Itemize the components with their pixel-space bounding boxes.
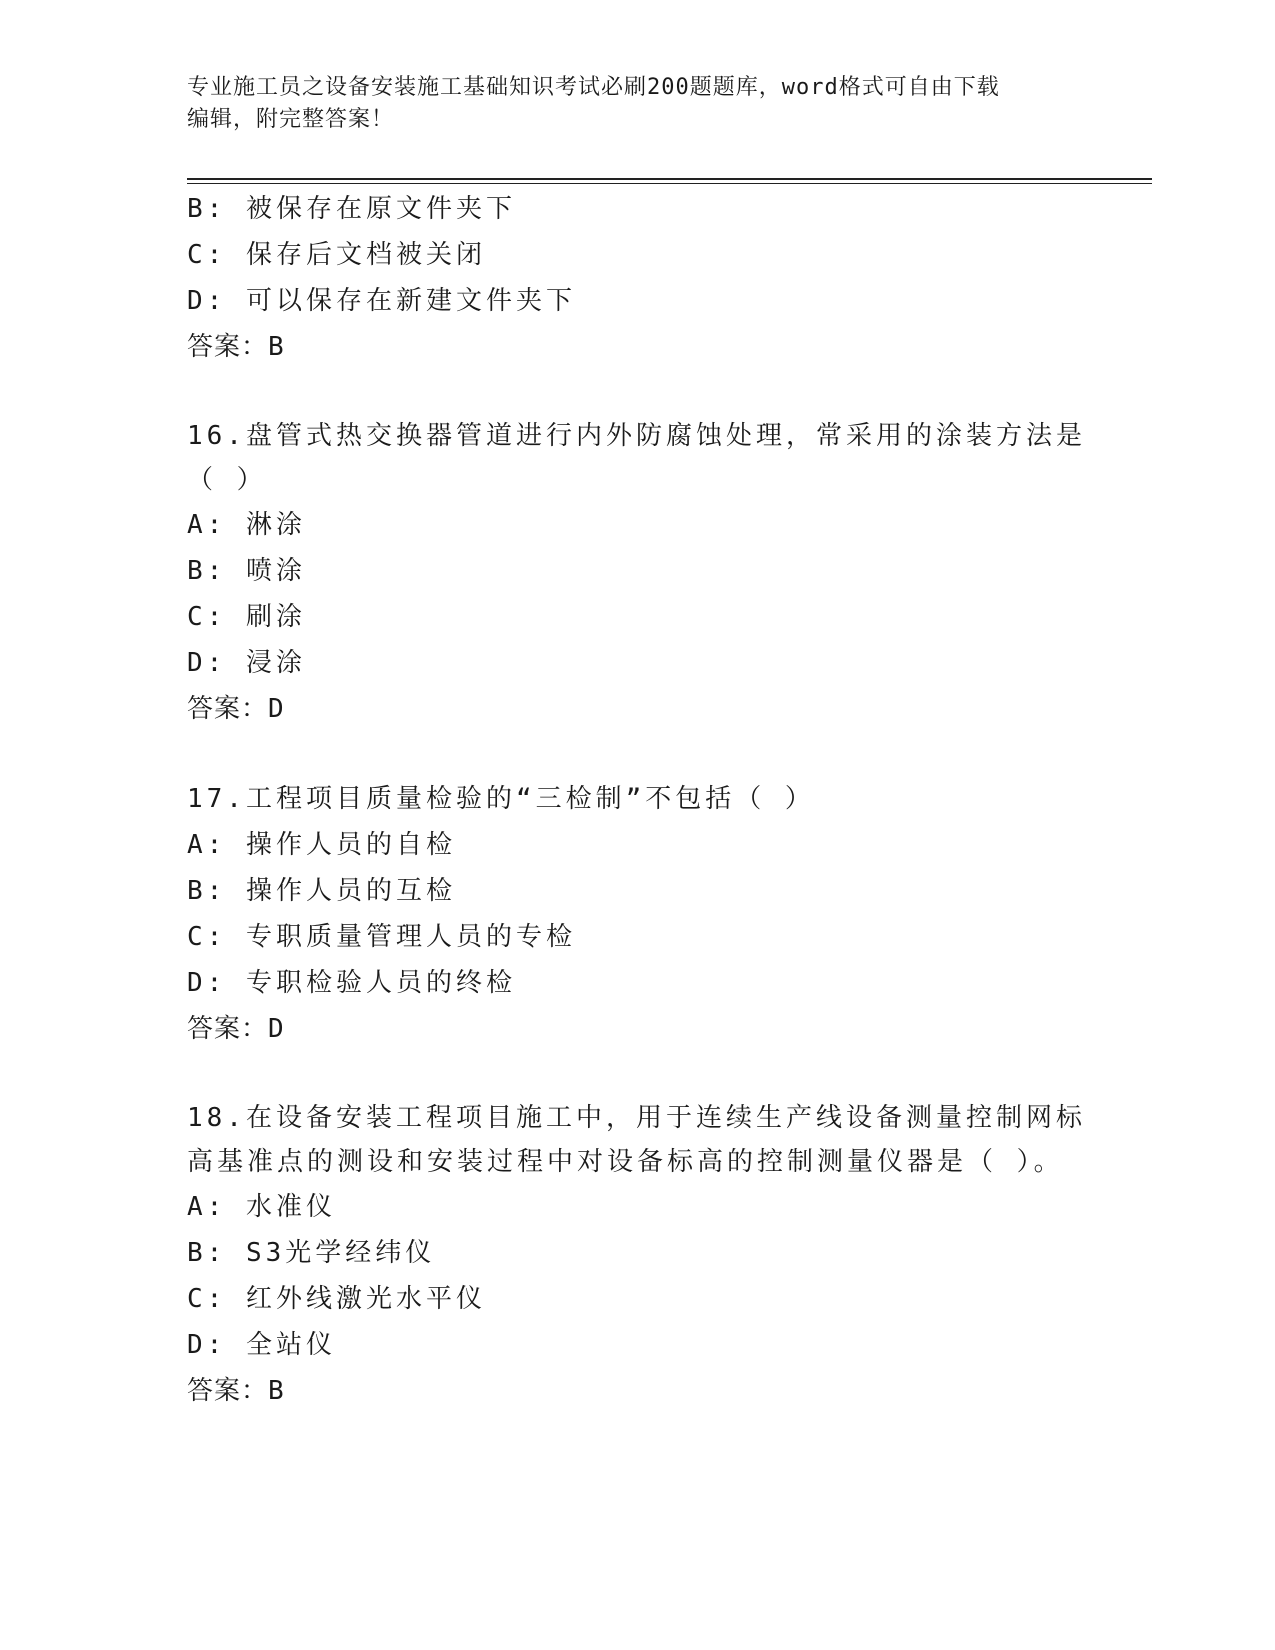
answer-line: 答案：B (187, 1376, 285, 1406)
answer-line: 答案：D (187, 694, 285, 724)
question-stem: 18.在设备安装工程项目施工中，用于连续生产线设备测量控制网标高基准点的测设和安装过程中对设备标高的控制测量仪器是（ ）。 (187, 1103, 1086, 1177)
header-title-line-1: 专业施工员之设备安装施工基础知识考试必刷200题题库，word格式可自由下载 (187, 75, 1000, 100)
option-d: D: 全站仪 (187, 1330, 336, 1360)
option-d: D: 专职检验人员的终检 (187, 968, 516, 998)
option-a: A: 水准仪 (187, 1192, 336, 1222)
question-block-16 (187, 414, 1087, 732)
spacer (187, 732, 1087, 776)
question-block-15 (187, 186, 1087, 370)
answer-line: 答案：B (187, 332, 285, 362)
option-b: B: 操作人员的互检 (187, 876, 456, 906)
option-a: A: 淋涂 (187, 510, 306, 540)
option-c: C: 红外线激光水平仪 (187, 1284, 486, 1314)
option-d: D: 可以保存在新建文件夹下 (187, 286, 576, 316)
option-b: B: 喷涂 (187, 556, 306, 586)
option-b: B: S3光学经纬仪 (187, 1238, 436, 1268)
option-d: D: 浸涂 (187, 648, 306, 678)
header-divider-thick (187, 178, 1152, 180)
header-title-line-2: 编辑，附完整答案！ (187, 107, 395, 132)
question-list (187, 186, 1087, 1414)
question-stem: 17.工程项目质量检验的“三检制”不包括（ ） (187, 784, 815, 814)
question-block-18 (187, 1096, 1087, 1414)
option-a: A: 操作人员的自检 (187, 830, 456, 860)
spacer (187, 1052, 1087, 1096)
option-c: C: 专职质量管理人员的专检 (187, 922, 576, 952)
question-stem: 16.盘管式热交换器管道进行内外防腐蚀处理，常采用的涂装方法是（ ） (187, 421, 1086, 495)
answer-line: 答案：D (187, 1014, 285, 1044)
option-c: C: 刷涂 (187, 602, 306, 632)
document-header (187, 72, 1087, 136)
option-c: C: 保存后文档被关闭 (187, 240, 486, 270)
header-divider-thin (187, 183, 1152, 184)
spacer (187, 370, 1087, 414)
option-b: B: 被保存在原文件夹下 (187, 194, 516, 224)
question-block-17 (187, 776, 1087, 1052)
